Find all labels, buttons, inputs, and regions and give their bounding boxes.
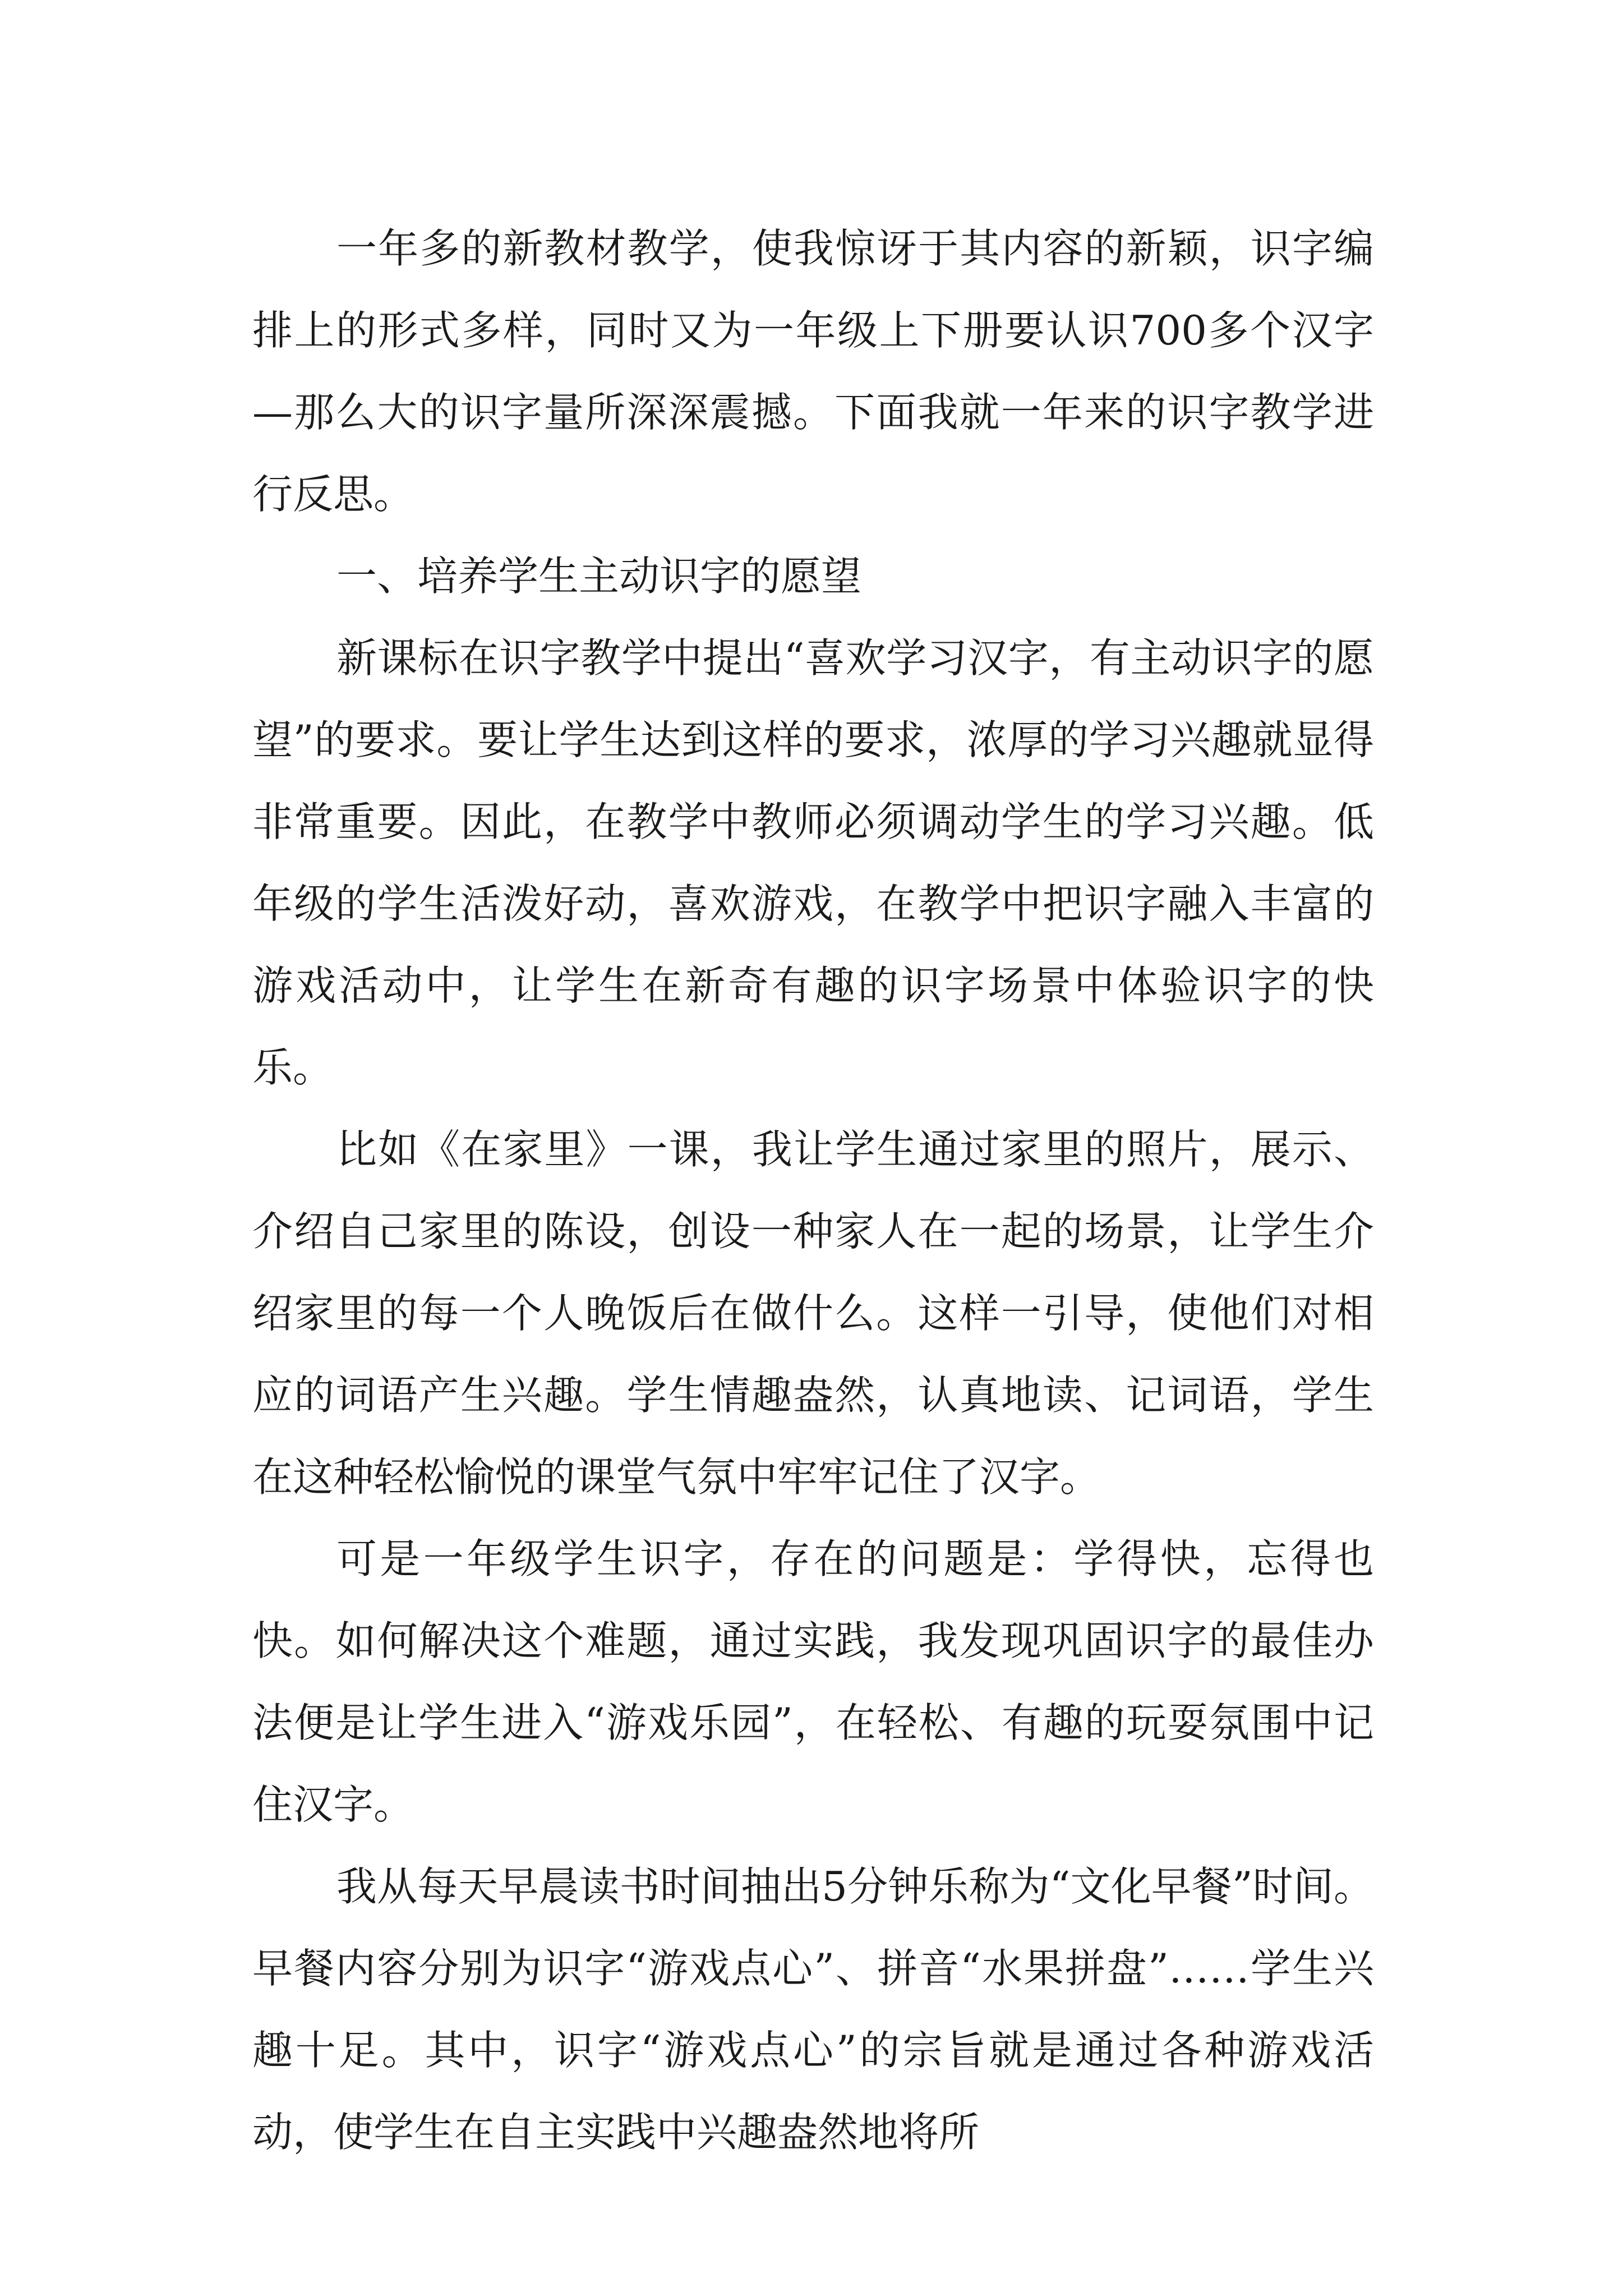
paragraph-breakfast: 我从每天早晨读书时间抽出5分钟乐称为“文化早餐”时间。早餐内容分别为识字“游戏点心”、拼音“水果拼盘”……学生兴趣十足。其中，识字“游戏点心”的宗旨就是通过各种游戏活动，使学生在自主实践中兴趣盎然地将所 bbox=[252, 1863, 1374, 2156]
paragraph-problem: 可是一年级学生识字，存在的问题是：学得快，忘得也快。如何解决这个难题，通过实践，我发现巩固识字的最佳办法便是让学生进入“游戏乐园”，在轻松、有趣的玩耍氛围中记住汉字。 bbox=[252, 1535, 1374, 1828]
section-heading: 一、培养学生主动识字的愿望 bbox=[336, 553, 862, 600]
paragraph-curriculum: 新课标在识字教学中提出“喜欢学习汉字，有主动识字的愿望”的要求。要让学生达到这样的要求，浓厚的学习兴趣就显得非常重要。因此，在教学中教师必须调动学生的学习兴趣。低年级的学生活泼好动，喜欢游戏，在教学中把识字融入丰富的游戏活动中，让学生在新奇有趣的识字场景中体验识字的快乐。 bbox=[252, 634, 1374, 1091]
paragraph-example: 比如《在家里》一课，我让学生通过家里的照片，展示、介绍自己家里的陈设，创设一种家人在一起的场景，让学生介绍家里的每一个人晚饭后在做什么。这样一引导，使他们对相应的词语产生兴趣。学生情趣盎然，认真地读、记词语，学生在这种轻松愉悦的课堂气氛中牢牢记住了汉字。 bbox=[252, 1126, 1374, 1501]
document-body bbox=[252, 208, 1374, 2173]
paragraph-intro: 一年多的新教材教学，使我惊讶于其内容的新颖，识字编排上的形式多样，同时又为一年级上下册要认识700多个汉字—那么大的识字量所深深震撼。下面我就一年来的识字教学进行反思。 bbox=[252, 225, 1374, 518]
